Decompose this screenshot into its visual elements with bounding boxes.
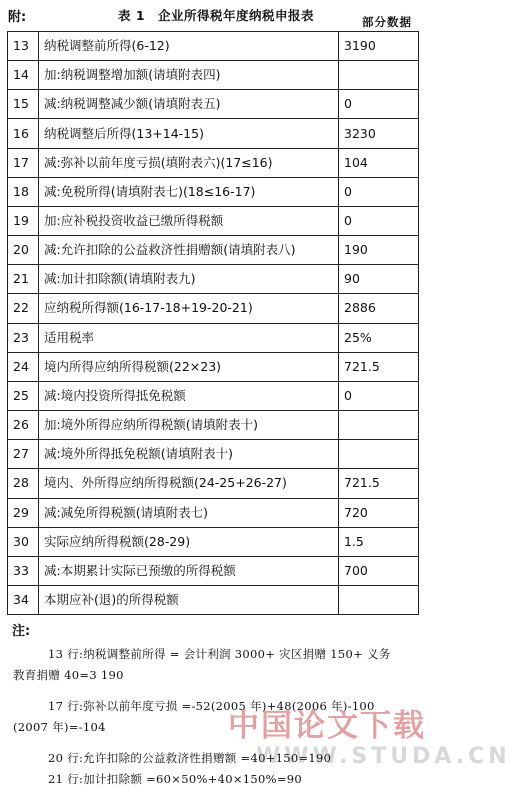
row-item-cell: 减:减免所得税额(请填附表七) [39,498,339,527]
watermark-url: WWW.STUDA.CN [256,744,511,769]
row-number-cell: 25 [8,381,39,410]
row-value-cell [339,411,419,440]
row-value-cell [339,61,419,90]
table-title: 表 1 企业所得税年度纳税申报表 [118,8,315,23]
row-item-cell: 应纳税所得额(16-17-18+19-20-21) [39,294,339,323]
row-value-cell: 90 [339,265,419,294]
row-value-cell: 0 [339,177,419,206]
row-number-cell: 23 [8,323,39,352]
row-item-cell: 加:纳税调整增加额(请填附表四) [39,61,339,90]
row-value-cell: 720 [339,498,419,527]
note-line: (2007 年)=-104 [13,720,106,734]
table-row [8,585,419,614]
table-row [8,177,419,206]
table-row [8,352,419,381]
report-header [0,0,430,32]
row-item-cell: 减:境外所得抵免税额(请填附表十) [39,440,339,469]
row-item-cell: 减:免税所得(请填附表七)(18≤16-17) [39,177,339,206]
row-number-cell: 20 [8,236,39,265]
row-number-cell: 14 [8,61,39,90]
row-item-cell: 减:弥补以前年度亏损(填附表六)(17≤16) [39,148,339,177]
table-row [8,119,419,148]
table-row [8,498,419,527]
row-item-cell: 境内、外所得应纳所得税额(24-25+26-27) [39,469,339,498]
row-value-cell: 0 [339,90,419,119]
tax-return-table [7,31,419,615]
table-row [8,323,419,352]
tax-table-body [8,32,419,615]
row-number-cell: 30 [8,527,39,556]
watermark-text: 中国论文下载 [228,708,426,744]
row-value-cell: 25% [339,323,419,352]
table-row [8,90,419,119]
row-item-cell: 减:境内投资所得抵免税额 [39,381,339,410]
row-number-cell: 13 [8,32,39,61]
row-value-cell: 2886 [339,294,419,323]
row-value-cell [339,585,419,614]
table-row [8,265,419,294]
row-item-cell: 加:境外所得应纳所得税额(请填附表十) [39,411,339,440]
table-row [8,236,419,265]
row-value-cell: 190 [339,236,419,265]
table-row [8,294,419,323]
row-number-cell: 34 [8,585,39,614]
row-value-cell: 104 [339,148,419,177]
row-value-cell: 721.5 [339,352,419,381]
note-line: 13 行:纳税调整前所得 = 会计利润 3000+ 灾区捐赠 150+ 义务 [48,647,391,661]
row-item-cell: 减:纳税调整减少额(请填附表五) [39,90,339,119]
row-item-cell: 本期应补(退)的所得税额 [39,585,339,614]
row-item-cell: 纳税调整后所得(13+14-15) [39,119,339,148]
row-number-cell: 27 [8,440,39,469]
row-value-cell: 721.5 [339,469,419,498]
table-row [8,469,419,498]
row-number-cell: 24 [8,352,39,381]
row-item-cell: 加:应补税投资收益已缴所得税额 [39,206,339,235]
notes-title: 注: [12,624,31,639]
table-row [8,148,419,177]
row-item-cell: 适用税率 [39,323,339,352]
note-line: 17 行:弥补以前年度亏损 =-52(2005 年)+48(2006 年)-100 [48,699,375,713]
row-number-cell: 16 [8,119,39,148]
row-item-cell: 纳税调整前所得(6-12) [39,32,339,61]
row-number-cell: 26 [8,411,39,440]
row-item-cell: 境内所得应纳所得税额(22×23) [39,352,339,381]
row-number-cell: 22 [8,294,39,323]
row-number-cell: 28 [8,469,39,498]
row-value-cell: 0 [339,381,419,410]
row-value-cell [339,440,419,469]
partial-data-note: 部分数据 [362,15,412,29]
row-item-cell: 实际应纳所得税额(28-29) [39,527,339,556]
row-value-cell: 3230 [339,119,419,148]
table-row [8,381,419,410]
row-number-cell: 33 [8,556,39,585]
table-row [8,556,419,585]
note-line: 教育捐赠 40=3 190 [13,668,124,682]
table-row [8,206,419,235]
row-number-cell: 19 [8,206,39,235]
row-value-cell: 1.5 [339,527,419,556]
table-row [8,61,419,90]
table-row [8,411,419,440]
note-line: 21 行:加计扣除额 =60×50%+40×150%=90 [48,772,303,786]
row-value-cell: 3190 [339,32,419,61]
row-number-cell: 29 [8,498,39,527]
row-value-cell: 0 [339,206,419,235]
row-value-cell: 700 [339,556,419,585]
row-number-cell: 21 [8,265,39,294]
row-item-cell: 减:允许扣除的公益救济性捐赠额(请填附表八) [39,236,339,265]
appendix-label: 附: [8,10,27,25]
table-row [8,527,419,556]
row-number-cell: 15 [8,90,39,119]
note-line: 20 行:允许扣除的公益救济性捐赠额 =40+150=190 [48,751,332,765]
row-number-cell: 18 [8,177,39,206]
row-item-cell: 减:加计扣除额(请填附表九) [39,265,339,294]
row-number-cell: 17 [8,148,39,177]
table-row [8,32,419,61]
row-item-cell: 减:本期累计实际已预缴的所得税额 [39,556,339,585]
table-row [8,440,419,469]
